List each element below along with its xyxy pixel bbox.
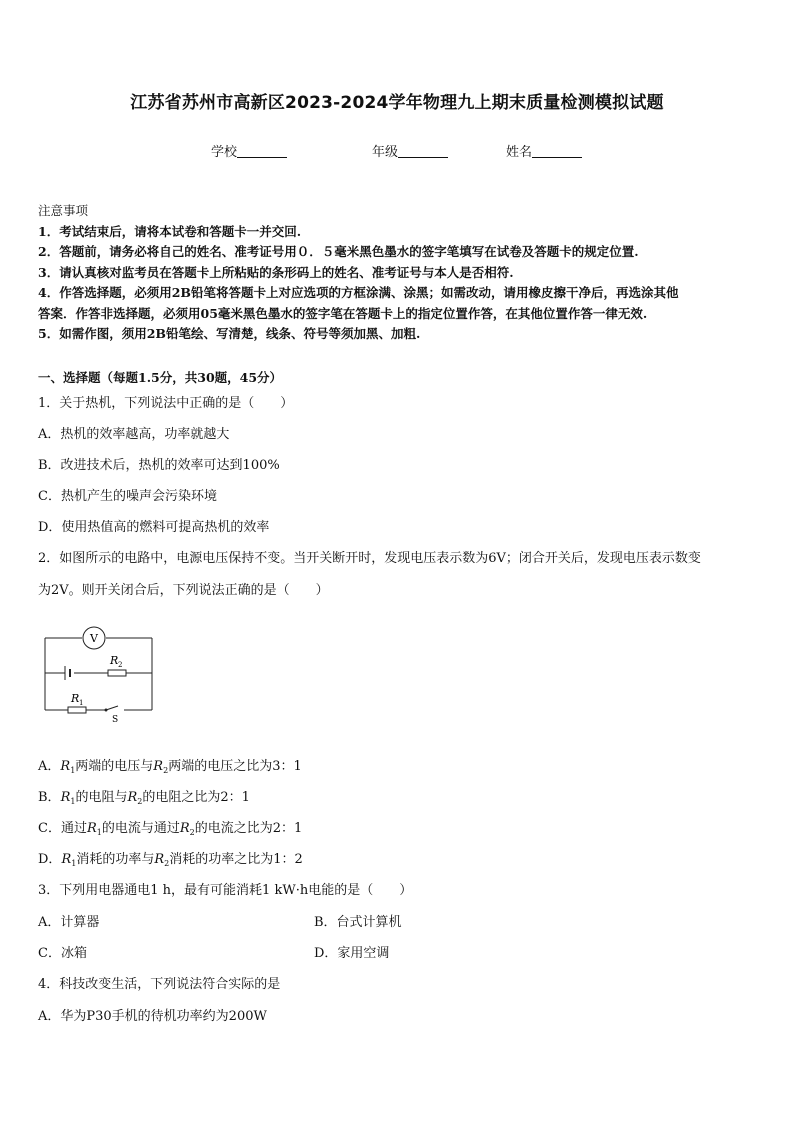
q3-option-d: D．家用空调: [314, 946, 390, 961]
question-3-stem: 3．下列用电器通电1 h，最有可能消耗1 kW·h电能的是（ ）: [38, 883, 413, 898]
notice-item: 3．请认真核对监考员在答题卡上所粘贴的条形码上的姓名、准考证号与本人是否相符.: [38, 264, 514, 280]
grade-blank: [398, 145, 448, 158]
q4-option-a: A．华为P30手机的待机功率约为200W: [38, 1009, 267, 1024]
switch-label: S: [112, 715, 119, 724]
q1-option-d: D．使用热值高的燃料可提高热机的效率: [38, 520, 270, 535]
notice-item: 2．答题前，请务必将自己的姓名、准考证号用０．５毫米黑色墨水的签字笔填写在试卷及答题卡的规定位置.: [38, 244, 639, 259]
circuit-diagram: [38, 620, 158, 724]
resistor-r1: [68, 707, 86, 713]
resistor-r2: [108, 670, 126, 676]
question-1-stem: 1．关于热机，下列说法中正确的是（ ）: [38, 396, 294, 411]
school-field: [211, 141, 287, 160]
section-heading: 一、选择题（每题1.5分，共30题，45分）: [38, 370, 283, 385]
q2-option-d: D．$R_1$消耗的功率与$R_2$消耗的功率之比为1：2: [38, 852, 303, 868]
q2-option-c: C．通过$R_1$的电流与通过$R_2$的电流之比为2：1: [38, 821, 303, 837]
q1-option-a: A．热机的效率越高，功率就越大: [38, 427, 230, 442]
voltmeter-label: V: [90, 632, 98, 645]
notice-heading: 注意事项: [38, 203, 89, 218]
switch-pivot: [105, 709, 108, 712]
notice-block: [38, 201, 758, 345]
notice-item: 答案．作答非选择题，必须用05毫米黑色墨水的签字笔在答题卡上的指定位置作答，在其他位置作答一律无效.: [38, 305, 648, 321]
notice-item: 1．考试结束后，请将本试卷和答题卡一并交回.: [38, 223, 302, 239]
r2-label: R: [110, 654, 119, 667]
question-4-stem: 4．科技改变生活，下列说法符合实际的是: [38, 977, 281, 992]
school-label: 学校: [211, 145, 238, 160]
name-label: 姓名: [506, 145, 533, 160]
q1-option-b: B．改进技术后，热机的效率可达到100%: [38, 458, 280, 473]
name-blank: [532, 145, 582, 158]
notice-item: 5．如需作图，须用2B铅笔绘、写清楚，线条、符号等须加黑、加粗.: [38, 326, 421, 341]
school-blank: [237, 145, 287, 158]
r1-subscript: 1: [79, 699, 84, 707]
r1-label: R: [71, 692, 80, 705]
q1-option-c: C．热机产生的噪声会污染环境: [38, 489, 217, 504]
q3-option-b: B．台式计算机: [314, 915, 402, 930]
page-title: 江苏省苏州市高新区2023-2024学年物理九上期末质量检测模拟试题: [130, 93, 664, 113]
q3-option-c: C．冰箱: [38, 946, 87, 961]
q3-option-a: A．计算器: [38, 915, 100, 930]
grade-label: 年级: [372, 145, 399, 160]
q2-option-a: A．$R_1$两端的电压与$R_2$两端的电压之比为3：1: [38, 759, 302, 775]
question-2-stem-line2: 为2V。则开关闭合后，下列说法正确的是（ ）: [38, 583, 329, 598]
grade-field: [372, 141, 448, 160]
q2-option-b: B．$R_1$的电阻与$R_2$的电阻之比为2：1: [38, 790, 250, 806]
r2-subscript: 2: [118, 661, 123, 669]
notice-item: 4．作答选择题，必须用2B铅笔将答题卡上对应选项的方框涂满、涂黑；如需改动，请用橡皮擦干净后，再选涂其他: [38, 285, 679, 300]
name-field: [506, 141, 582, 160]
question-2-stem-line1: 2．如图所示的电路中，电源电压保持不变。当开关断开时，发现电压表示数为6V；闭合开关后，发现电压表示数变: [38, 551, 701, 566]
